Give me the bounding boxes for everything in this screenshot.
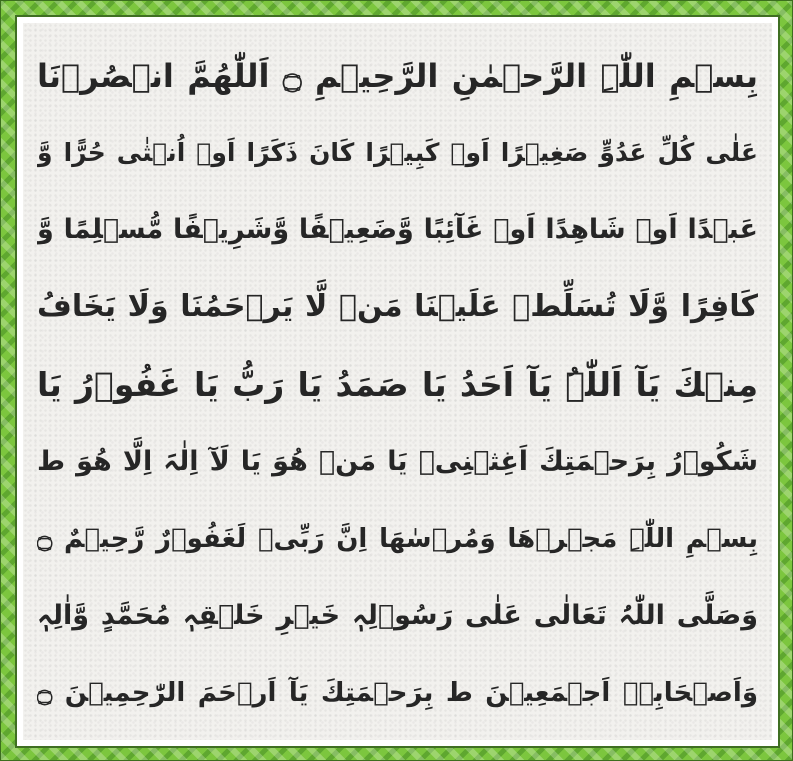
inner-border [15, 15, 780, 748]
paper-background [23, 23, 772, 740]
prayer-line-8: وَصَلَّی اللّٰہُ تَعَالٰی عَلٰی رَسُوۡلِہٖ خَیۡرِ خَلۡقِہٖ مُحَمَّدٍ وَّاٰلِہٖ [37, 599, 758, 631]
prayer-line-3: عَبۡدًا اَوۡ شَاھِدًا اَوۡ غَآئِبًا وَّضَعِیۡفًا وَّشَرِیۡفًا مُّسۡلِمًا وَّ [37, 214, 758, 246]
prayer-line-9: وَاَصۡحَابِہٖ اَجۡمَعِیۡنَ ط بِرَحۡمَتِكَ یَآ اَرۡحَمَ الرّٰحِمِیۡنَ ۝ [37, 678, 758, 708]
prayer-line-7: بِسۡمِ اللّٰہِ مَجۡرٖھَا وَمُرۡسٰھَا اِنَّ رَبِّیۡ لَغَفُوۡرٌ رَّحِیۡمٌ ۝ [37, 523, 758, 554]
prayer-line-1: بِسۡمِ اللّٰہِ الرَّحۡمٰنِ الرَّحِیۡمِ ۝ اَللّٰھُمَّ انۡصُرۡنَا [37, 57, 758, 95]
prayer-line-6: شَکُوۡرُ بِرَحۡمَتِكَ اَغِثۡنِیۡ یَا مَنۡ ھُوَ یَا لَآ اِلٰہَ اِلَّا ھُوَ ط [37, 445, 758, 477]
prayer-line-4: کَافِرًا وَّلَا تُسَلِّطۡ عَلَیۡنَا مَنۡ لَّا یَرۡحَمُنَا وَلَا یَخَافُ [37, 289, 758, 325]
prayer-line-5: مِنۡكَ یَآ اَللّٰہُ یَآ اَحَدُ یَا صَمَدُ یَا رَبُّ یَا غَفُوۡرُ یَا [37, 364, 758, 404]
prayer-text-block [37, 39, 758, 730]
prayer-line-2: عَلٰی کُلِّ عَدُوٍّ صَغِیۡرًا اَوۡ کَبِیۡرًا کَانَ ذَکَرًا اَوۡ اُنۡثٰی حُرًّا وَّ [37, 138, 758, 168]
